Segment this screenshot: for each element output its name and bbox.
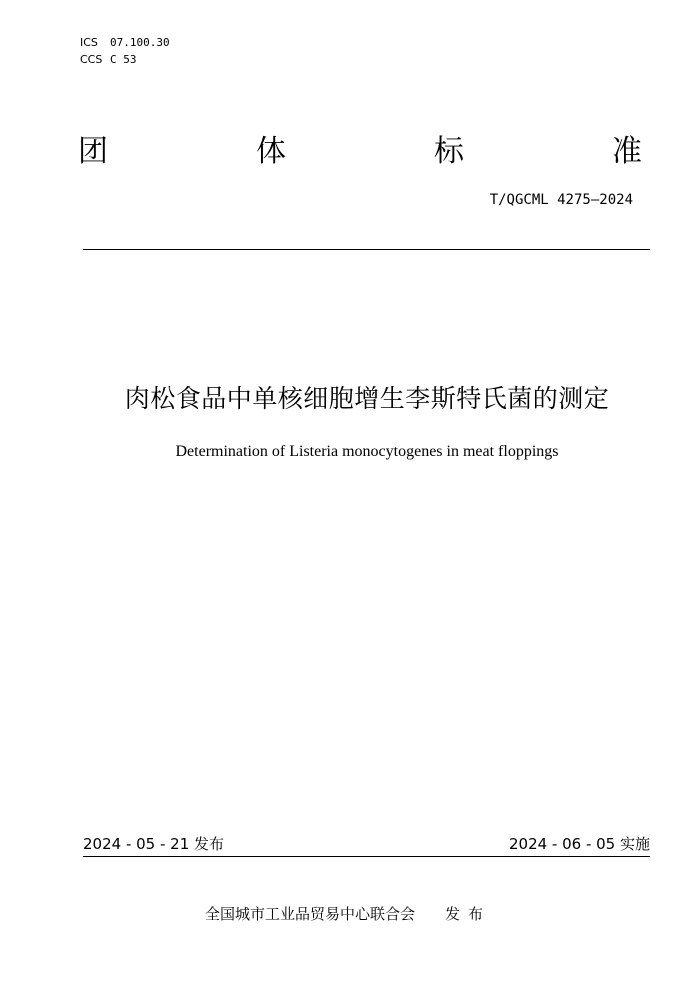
standard-number: T/QGCML 4275—2024 [489, 192, 633, 208]
publish-date: 2024 - 05 - 21 发布 [83, 835, 225, 853]
ics-code [80, 36, 170, 49]
ccs-label: CCS [80, 53, 103, 66]
standard-type-char: 标 [434, 134, 464, 169]
document-title-en: Determination of Listeria monocytogenes in meat floppings [175, 443, 559, 460]
issuer-action: 发布 [445, 905, 492, 923]
ccs-code [80, 53, 137, 66]
ics-value: 07.100.30 [110, 36, 170, 49]
bottom-divider [83, 856, 650, 857]
ics-label: ICS [80, 36, 98, 49]
issuer [205, 904, 491, 924]
standard-type-char: 体 [256, 134, 286, 169]
standard-type-char: 准 [612, 134, 642, 169]
issuer-org: 全国城市工业品贸易中心联合会 [205, 905, 416, 923]
implement-date: 2024 - 06 - 05 实施 [508, 835, 650, 853]
document-title-cn: 肉松食品中单核细胞增生李斯特氏菌的测定 [124, 384, 610, 413]
top-divider [83, 249, 650, 250]
ccs-value: C 53 [110, 53, 137, 66]
standard-type-char: 团 [78, 134, 108, 169]
